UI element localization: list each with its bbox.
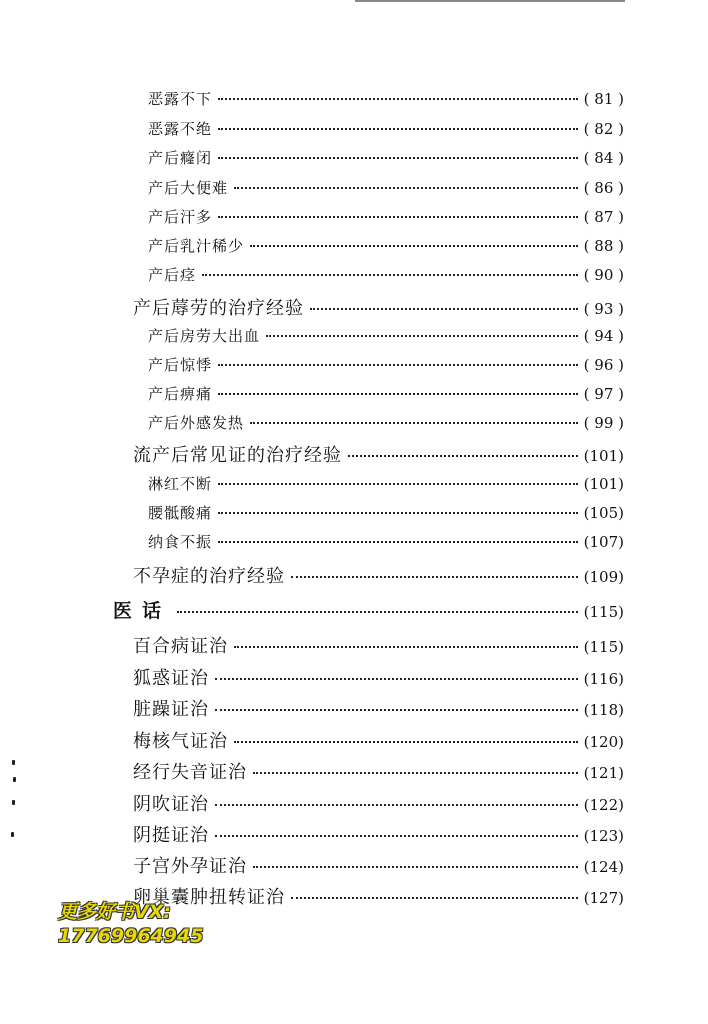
toc-entry-chanhou-longbi xyxy=(148,147,624,168)
watermark-line-2: 17769964945 xyxy=(58,925,204,947)
toc-entry-title: 梅核气证治 xyxy=(133,731,228,752)
toc-entry-title: 纳食不振 xyxy=(148,533,213,551)
toc-chapter-yihua xyxy=(113,596,624,623)
dot-leader xyxy=(218,216,578,218)
toc-entry-page: (123) xyxy=(583,827,624,845)
toc-section-rulao xyxy=(133,294,624,320)
dot-leader xyxy=(348,455,578,457)
toc-entry-title: 产后痉 xyxy=(148,266,197,284)
dot-leader xyxy=(218,157,578,159)
toc-entry-meiheqi xyxy=(133,727,624,753)
toc-entry-bitong xyxy=(148,383,624,404)
dot-leader xyxy=(250,422,578,424)
scan-speck xyxy=(12,800,15,805)
dot-leader xyxy=(177,611,578,613)
toc-entry-title: 恶露不绝 xyxy=(148,120,213,138)
dot-leader xyxy=(266,335,578,337)
dot-leader xyxy=(215,835,578,837)
toc-entry-title: 产后大便难 xyxy=(148,179,229,197)
dot-leader xyxy=(234,187,578,189)
toc-entry-page: (116) xyxy=(583,670,624,688)
watermark xyxy=(58,900,203,948)
toc-entry-page: (124) xyxy=(583,858,624,876)
toc-section-buyun xyxy=(133,562,624,588)
toc-entry-page: ( 88 ) xyxy=(583,237,624,255)
toc-entry-zigong xyxy=(133,852,624,878)
toc-entry-yaodi xyxy=(148,502,624,523)
toc-entry-page: (118) xyxy=(583,701,624,719)
scan-speck xyxy=(11,832,14,837)
toc-entry-zangzao xyxy=(133,695,624,721)
toc-entry-title: 脏躁证治 xyxy=(133,699,209,720)
dot-leader xyxy=(234,741,578,743)
dot-leader xyxy=(253,772,578,774)
toc-entry-page: (127) xyxy=(583,889,624,907)
toc-entry-page: ( 82 ) xyxy=(583,120,624,138)
top-rule xyxy=(355,0,625,2)
toc-entry-page: ( 86 ) xyxy=(583,179,624,197)
dot-leader xyxy=(215,709,578,711)
toc-entry-title: 产后痹痛 xyxy=(148,385,213,403)
toc-entry-elu-buxia xyxy=(148,88,624,109)
toc-entry-page: ( 94 ) xyxy=(583,327,624,345)
scan-speck xyxy=(12,760,15,765)
toc-entry-yinting xyxy=(133,821,624,847)
dot-leader xyxy=(310,308,578,310)
toc-entry-luanchao xyxy=(133,883,624,909)
toc-chapter-title: 医话 xyxy=(113,600,172,622)
toc-entry-page: (122) xyxy=(583,796,624,814)
toc-section-title: 不孕症的治疗经验 xyxy=(133,566,285,587)
toc-entry-title: 阴挺证治 xyxy=(133,825,209,846)
dot-leader xyxy=(291,576,578,578)
toc-entry-page: (120) xyxy=(583,733,624,751)
toc-entry-chanhou-handuo xyxy=(148,206,624,227)
dot-leader xyxy=(291,897,578,899)
toc-entry-jingji xyxy=(148,354,624,375)
toc-entry-page: ( 99 ) xyxy=(583,414,624,432)
toc-entry-page: (115) xyxy=(583,638,624,656)
toc-entry-page: (101) xyxy=(583,475,624,493)
toc-entry-page: (109) xyxy=(583,568,624,586)
toc-entry-page: ( 87 ) xyxy=(583,208,624,226)
toc-entry-baihe xyxy=(133,632,624,658)
dot-leader xyxy=(218,128,578,130)
toc-entry-title: 产后外感发热 xyxy=(148,414,245,432)
toc-entry-page: (121) xyxy=(583,764,624,782)
toc-entry-title: 产后房劳大出血 xyxy=(148,327,261,345)
dot-leader xyxy=(218,512,578,514)
toc-entry-title: 阴吹证治 xyxy=(133,794,209,815)
dot-leader xyxy=(218,483,578,485)
dot-leader xyxy=(250,245,578,247)
toc-section-liuchan xyxy=(133,441,624,467)
toc-entry-page: ( 81 ) xyxy=(583,90,624,108)
toc-entry-elu-bujue xyxy=(148,118,624,139)
toc-entry-page: (115) xyxy=(583,603,624,621)
toc-section-title: 产后蓐劳的治疗经验 xyxy=(133,298,304,319)
toc-entry-page: (101) xyxy=(583,447,624,465)
toc-entry-page: ( 97 ) xyxy=(583,385,624,403)
toc-entry-title: 腰骶酸痛 xyxy=(148,504,213,522)
toc-entry-title: 产后汗多 xyxy=(148,208,213,226)
dot-leader xyxy=(202,274,578,276)
dot-leader xyxy=(218,541,578,543)
toc-entry-title: 产后惊悸 xyxy=(148,356,213,374)
toc-entry-title: 经行失音证治 xyxy=(133,762,247,783)
toc-entry-title: 子宫外孕证治 xyxy=(133,856,247,877)
scan-speck xyxy=(13,777,16,782)
toc-entry-nashi xyxy=(148,531,624,552)
toc-entry-page: ( 93 ) xyxy=(583,300,624,318)
dot-leader xyxy=(253,866,578,868)
toc-entry-title: 产后癃闭 xyxy=(148,149,213,167)
toc-entry-chanhou-jing xyxy=(148,264,624,285)
toc-entry-linhong xyxy=(148,473,624,494)
toc-entry-page: (105) xyxy=(583,504,624,522)
toc-entry-title: 卵巢囊肿扭转证治 xyxy=(133,887,285,908)
toc-entry-chanhou-ruzhi xyxy=(148,235,624,256)
toc-entry-title: 恶露不下 xyxy=(148,90,213,108)
toc-entry-jingxing xyxy=(133,758,624,784)
toc-entry-huhuo xyxy=(133,664,624,690)
toc-entry-fanglao xyxy=(148,325,624,346)
dot-leader xyxy=(218,98,578,100)
toc-entry-title: 淋红不断 xyxy=(148,475,213,493)
toc-entry-waigan xyxy=(148,412,624,433)
toc-entry-page: ( 96 ) xyxy=(583,356,624,374)
toc-entry-title: 产后乳汁稀少 xyxy=(148,237,245,255)
toc-entry-title: 百合病证治 xyxy=(133,636,228,657)
toc-entry-page: ( 84 ) xyxy=(583,149,624,167)
dot-leader xyxy=(218,393,578,395)
toc-entry-chanhou-dabiannan xyxy=(148,177,624,198)
toc-entry-yinchui xyxy=(133,790,624,816)
watermark-line-1: 更多好书VX: xyxy=(58,901,171,923)
dot-leader xyxy=(234,646,578,648)
toc-section-title: 流产后常见证的治疗经验 xyxy=(133,445,342,466)
dot-leader xyxy=(215,678,578,680)
toc-entry-title: 狐惑证治 xyxy=(133,668,209,689)
dot-leader xyxy=(215,804,578,806)
toc-entry-page: (107) xyxy=(583,533,624,551)
toc-entry-page: ( 90 ) xyxy=(583,266,624,284)
dot-leader xyxy=(218,364,578,366)
